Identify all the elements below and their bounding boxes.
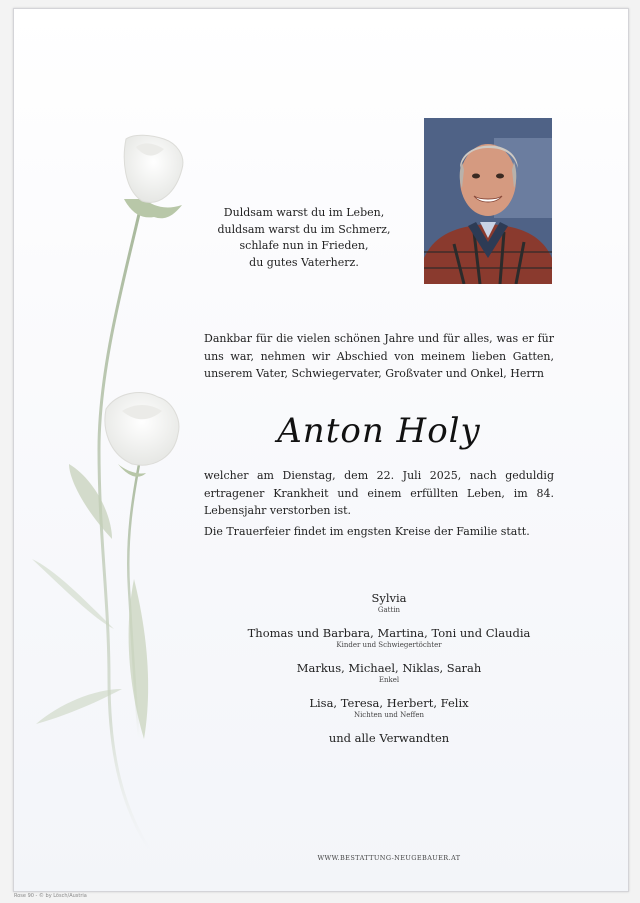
obituary-card xyxy=(13,8,629,892)
mourners-list xyxy=(204,591,574,746)
mourner-relation: Nichten und Neffen xyxy=(353,711,425,719)
funeral-home-website: WWW.BESTATTUNG-NEUGEBAUER.AT xyxy=(317,854,461,862)
closing-line: und alle Verwandten xyxy=(328,731,450,745)
deceased-name: Anton Holy xyxy=(277,411,481,451)
poem-line: duldsam warst du im Schmerz, xyxy=(217,222,391,236)
poem-line: Duldsam warst du im Leben, xyxy=(223,206,385,219)
poem xyxy=(204,205,404,271)
intro-text: Dankbar für die vielen schönen Jahre und für alles, was er für uns war, nehmen wir Abschied von meinem lieben Gatten, unserem Vater, Schwiegervater, Großvater und Onkel, Herrn xyxy=(204,332,554,380)
funeral-text: Die Trauerfeier findet im engsten Kreise der Familie statt. xyxy=(204,525,530,538)
mourner-names: Thomas und Barbara, Martina, Toni und Claudia xyxy=(247,626,531,640)
portrait-photo xyxy=(424,118,552,284)
white-rose-illustration xyxy=(14,119,214,859)
image-credit: Rose 90 - © by Lösch/Austria xyxy=(14,893,87,899)
portrait-icon xyxy=(424,118,552,284)
mourner-names: Sylvia xyxy=(371,591,407,605)
passing-text: welcher am Dienstag, dem 22. Juli 2025, nach geduldig ertragener Krankheit und einem erfüllten Leben, im 84. Lebensjahr verstorben ist. xyxy=(204,469,554,517)
poem-line: du gutes Vaterherz. xyxy=(249,255,359,269)
mourner-names: Markus, Michael, Niklas, Sarah xyxy=(296,661,482,675)
mourner-relation: Enkel xyxy=(378,676,400,684)
mourner-relation: Gattin xyxy=(377,606,401,614)
mourner-relation: Kinder und Schwiegertöchter xyxy=(336,641,442,649)
poem-line: schlafe nun in Frieden, xyxy=(239,239,369,252)
mourner-names: Lisa, Teresa, Herbert, Felix xyxy=(309,696,469,710)
